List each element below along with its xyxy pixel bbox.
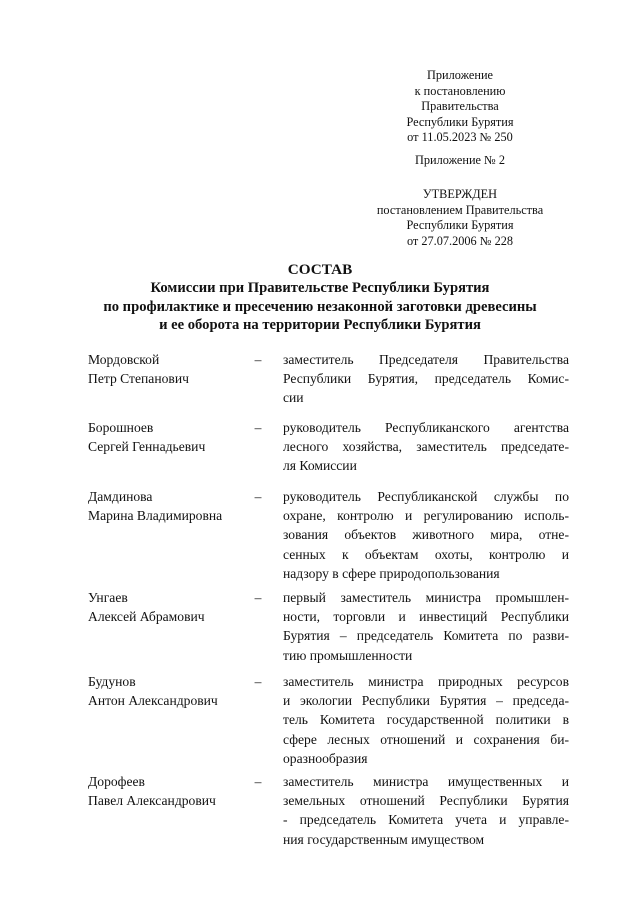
member-role <box>283 487 569 583</box>
role-line: Бурятия – председатель Комитета по разви- <box>283 628 569 644</box>
role-line: заместитель министра имущественных и <box>283 774 569 789</box>
appendix-line: Республики Бурятия <box>406 114 514 129</box>
separator-dash: – <box>254 590 262 605</box>
role-line: заместитель министра природных ресурсов <box>283 674 569 689</box>
member-given-names: Антон Александрович <box>88 693 218 709</box>
member-given-names: Павел Александрович <box>88 793 216 809</box>
role-line: надзору в сфере природопользования <box>283 565 500 581</box>
title-line: по профилактике и пресечению незаконной заготовки древесины <box>103 298 537 315</box>
approval-date-line: от 27.07.2006 № 228 <box>406 233 514 248</box>
separator-dash: – <box>254 489 262 504</box>
role-line: руководитель Республиканской службы по <box>283 489 569 504</box>
member-surname: Дорофеев <box>88 774 145 789</box>
appendix-block <box>370 68 550 146</box>
member-role <box>283 588 569 665</box>
document-title <box>60 261 580 334</box>
appendix-line: Правительства <box>421 99 499 113</box>
role-line: заместитель Председателя Правительства <box>283 352 569 367</box>
role-line: лесного хозяйства, заместитель председате- <box>283 439 569 455</box>
role-line: сии <box>283 390 304 406</box>
member-surname: Мордовской <box>88 352 160 367</box>
appendix-date-line: от 11.05.2023 № 250 <box>407 130 513 144</box>
role-line: охране, контролю и регулированию исполь- <box>283 508 569 524</box>
role-line: тель Комитета государственной политики в <box>283 712 569 728</box>
member-given-names: Петр Степанович <box>88 371 189 387</box>
member-name <box>88 487 268 525</box>
member-name <box>88 418 268 456</box>
member-surname: Унгаев <box>88 590 128 605</box>
member-surname: Дамдинова <box>88 489 153 504</box>
separator-dash: – <box>254 420 262 435</box>
role-line: тию промышленности <box>283 647 413 663</box>
member-name <box>88 350 268 388</box>
member-given-names: Сергей Геннадьевич <box>88 439 206 455</box>
role-line: оразнообразия <box>283 750 368 766</box>
appendix-number-block <box>370 153 550 169</box>
role-line: сенных к объектам охоты, контролю и <box>283 546 569 562</box>
member-role <box>283 772 569 849</box>
member-role <box>283 672 569 768</box>
separator-dash: – <box>254 674 262 689</box>
member-given-names: Марина Владимировна <box>88 508 223 524</box>
role-line: земельных отношений Республики Бурятия <box>283 793 569 809</box>
member-role <box>283 350 569 408</box>
approval-line: Республики Бурятия <box>406 218 514 232</box>
title-line: и ее оборота на территории Республики Бурятия <box>159 316 481 333</box>
role-line: - председатель Комитета учета и управле- <box>283 812 569 828</box>
member-role <box>283 418 569 476</box>
role-line: Республики Бурятия, председатель Комис- <box>283 371 569 387</box>
approval-heading: УТВЕРЖДЕН <box>422 187 498 201</box>
separator-dash: – <box>254 352 262 367</box>
member-surname: Будунов <box>88 674 136 689</box>
approval-line: постановлением Правительства <box>376 202 544 217</box>
role-line: руководитель Республиканского агентства <box>283 420 569 435</box>
role-line: ля Комиссии <box>283 458 357 474</box>
role-line: и экологии Республики Бурятия – председа- <box>283 693 569 709</box>
role-line: сфере лесных отношений и сохранения би- <box>283 731 569 747</box>
member-name <box>88 772 268 810</box>
role-line: первый заместитель министра промышлен- <box>283 590 569 605</box>
title-line: Комиссии при Правительстве Республики Бурятия <box>150 280 490 297</box>
appendix-number: Приложение № 2 <box>414 153 506 167</box>
member-given-names: Алексей Абрамович <box>88 609 205 625</box>
role-line: зования объектов животного мира, отне- <box>283 527 569 543</box>
separator-dash: – <box>254 774 262 789</box>
approval-block <box>370 187 550 249</box>
member-name <box>88 672 268 710</box>
member-name <box>88 588 268 626</box>
appendix-line: к постановлению <box>414 83 506 98</box>
role-line: ности, торговли и инвестиций Республики <box>283 609 569 625</box>
role-line: ния государственным имуществом <box>283 831 485 847</box>
title-heading: СОСТАВ <box>287 261 353 278</box>
member-surname: Борошноев <box>88 420 154 435</box>
appendix-line: Приложение <box>427 68 493 82</box>
